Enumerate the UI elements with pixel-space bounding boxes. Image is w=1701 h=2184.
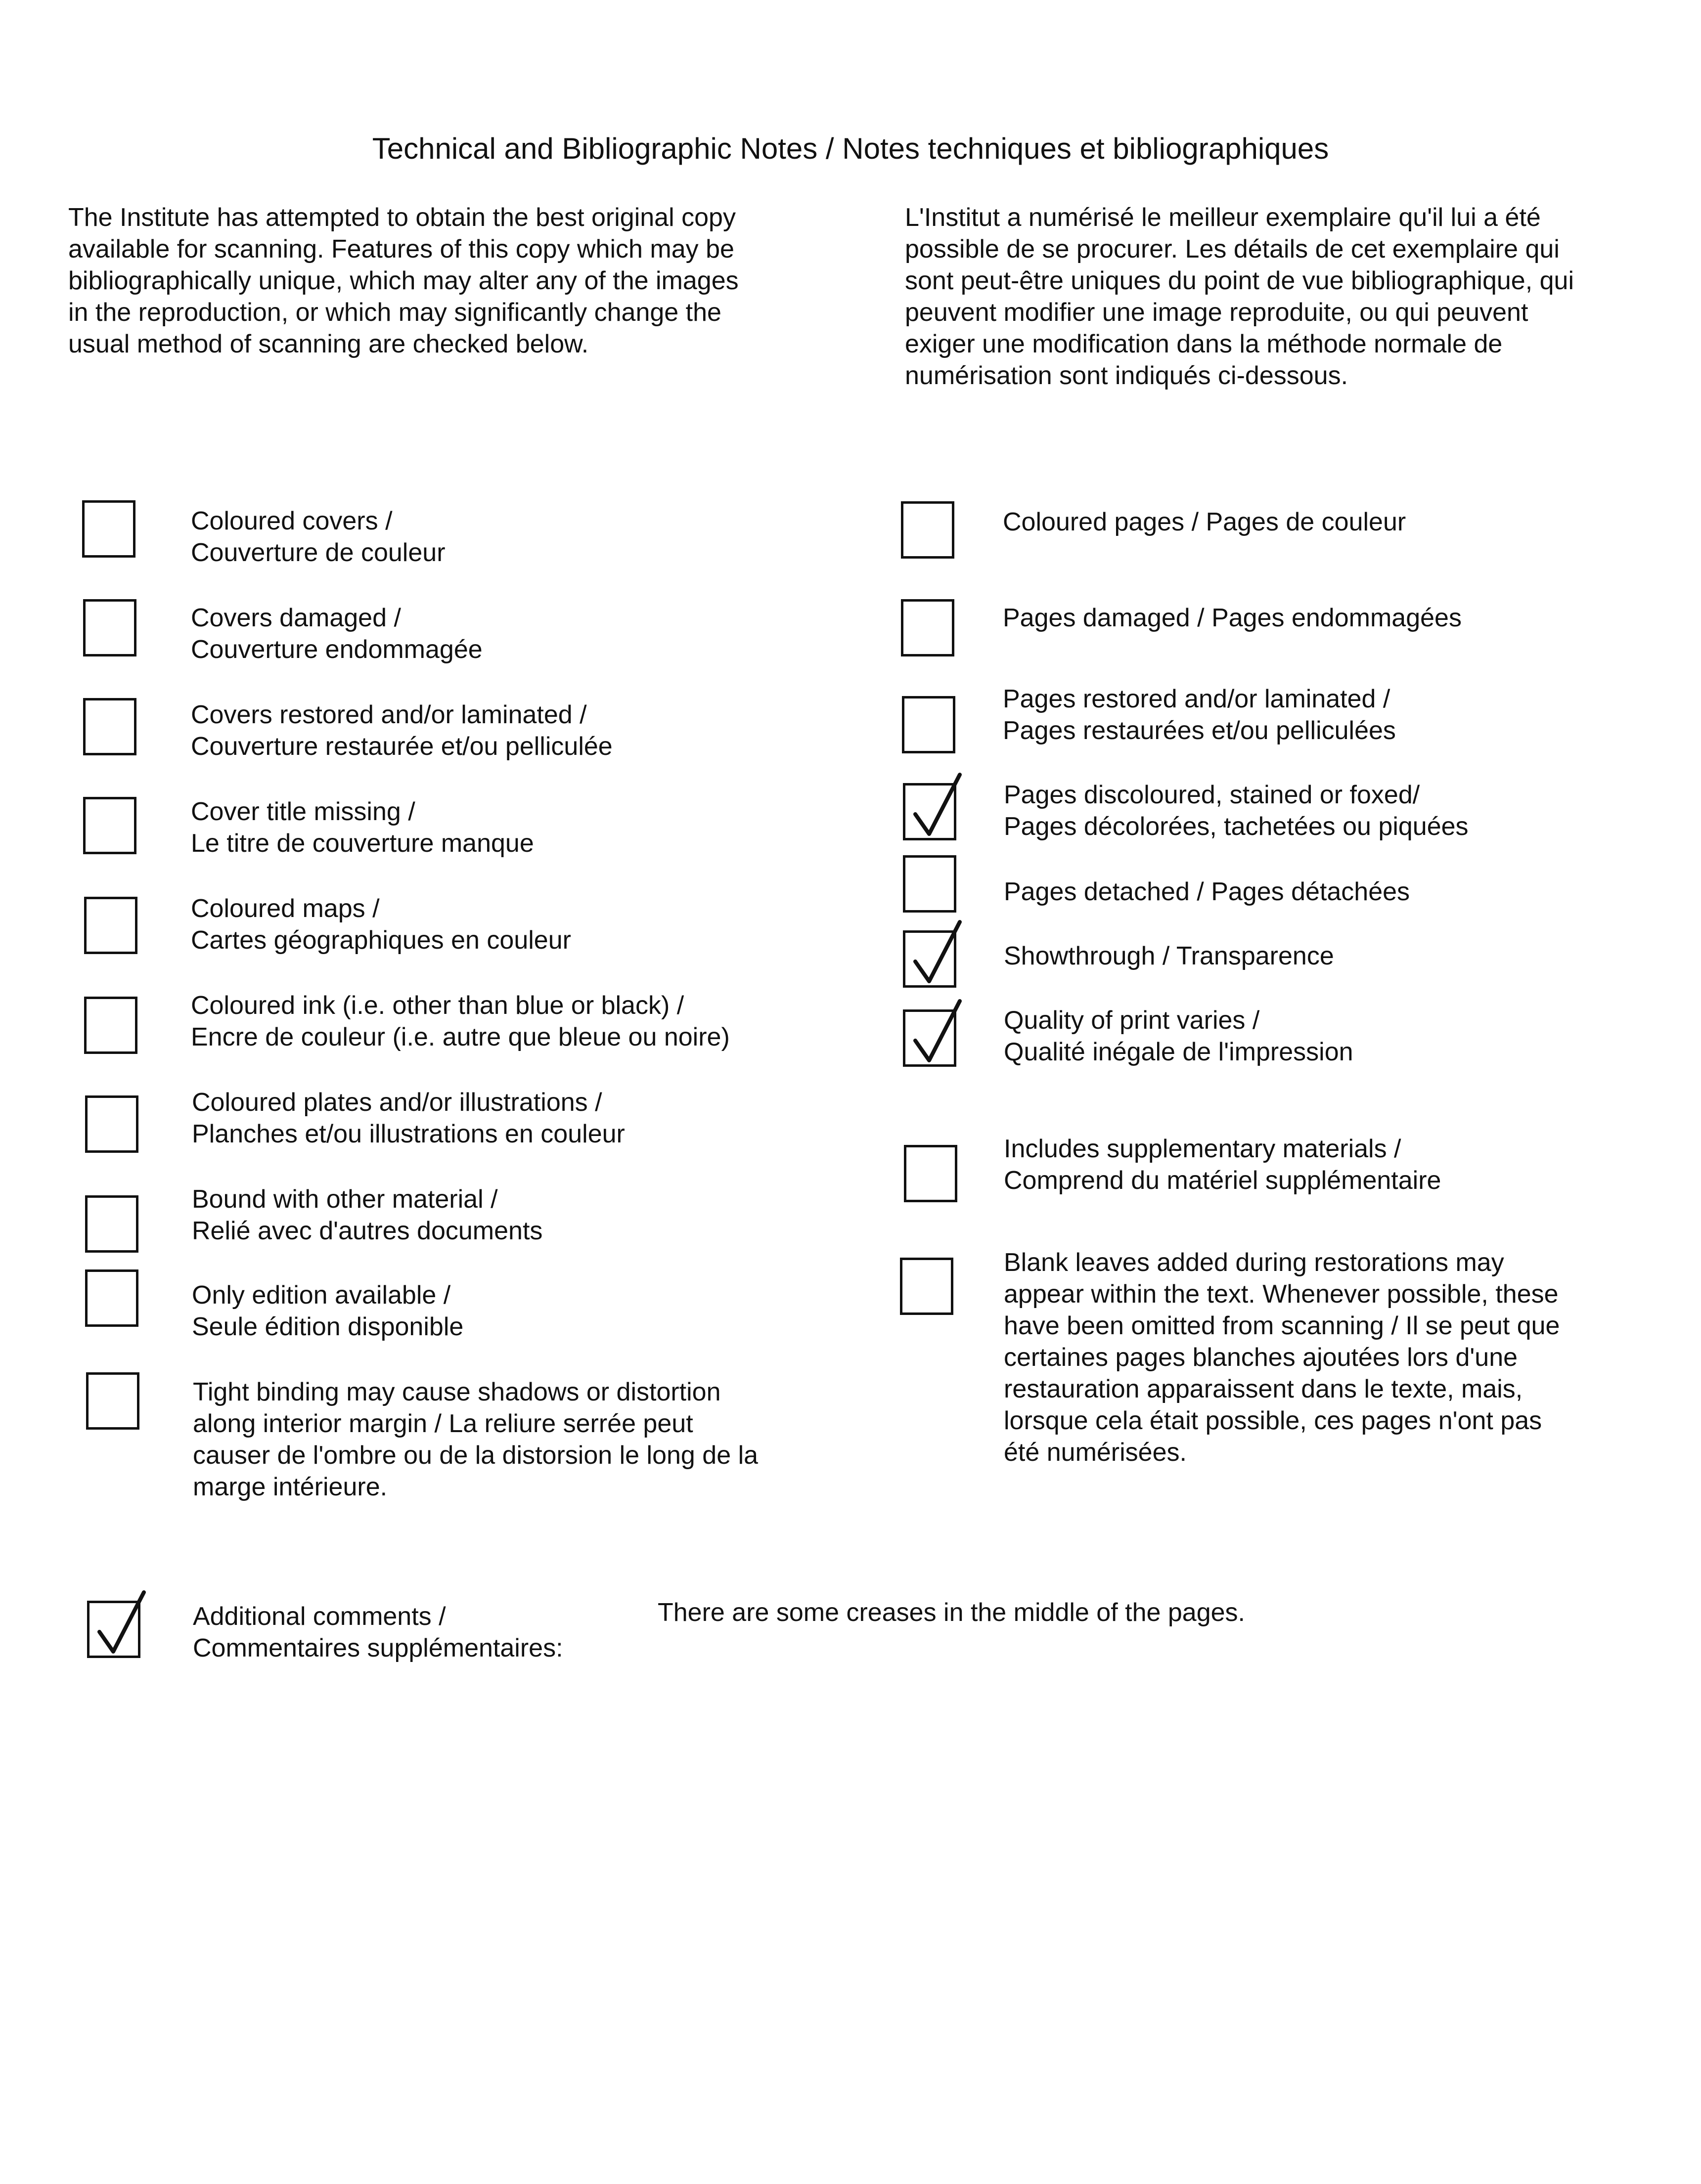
checkmark-icon [898,771,968,845]
label-line: Covers restored and/or laminated / [191,700,587,729]
checkbox-covers-restored[interactable] [83,698,136,755]
label-line: Coloured plates and/or illustrations / [192,1088,602,1117]
label-pages-detached [1004,876,1410,908]
intro-english-line: available for scanning. Features of this copy which may be [68,235,734,263]
checkbox-pages-restored[interactable] [902,696,955,753]
label-supplementary-materials [1004,1133,1441,1196]
intro-english-line: in the reproduction, or which may significantly change the [68,298,721,327]
intro-french [905,202,1574,392]
label-line: Pages décolorées, tachetées ou piquées [1004,812,1469,841]
label-line: Cartes géographiques en couleur [191,926,571,955]
intro-french-line: possible de se procurer. Les détails de cet exemplaire qui [905,235,1560,263]
label-line: Coloured maps / [191,894,380,923]
label-covers-restored [191,699,613,762]
checkbox-coloured-plates[interactable] [85,1095,138,1153]
label-coloured-maps [191,893,571,956]
checkbox-coloured-ink[interactable] [84,997,137,1054]
label-line: Planches et/ou illustrations en couleur [192,1120,625,1148]
label-pages-damaged [1003,602,1462,634]
checkbox-pages-damaged[interactable] [901,599,954,656]
label-line: have been omitted from scanning / Il se peut que [1004,1311,1560,1340]
label-line: Couverture de couleur [191,538,446,567]
additional-comments-value: There are some creases in the middle of the pages. [658,1598,1245,1627]
label-line: Cover title missing / [191,797,415,826]
intro-french-line: L'Institut a numérisé le meilleur exemplaire qu'il lui a été [905,203,1541,232]
label-line: Coloured ink (i.e. other than blue or black) / [191,991,684,1020]
checkbox-covers-damaged[interactable] [83,599,136,656]
intro-french-line: numérisation sont indiqués ci-dessous. [905,361,1348,390]
checkbox-tight-binding[interactable] [86,1372,139,1430]
checkmark-icon [898,997,968,1071]
intro-english-line: The Institute has attempted to obtain the best original copy [68,203,736,232]
label-line: Coloured pages / Pages de couleur [1003,508,1406,536]
label-line: lorsque cela était possible, ces pages n'ont pas [1004,1406,1542,1435]
label-cover-title-missing [191,796,534,859]
label-line: Qualité inégale de l'impression [1004,1038,1353,1066]
label-coloured-pages [1003,506,1406,538]
label-only-edition [192,1279,463,1343]
label-line: Pages detached / Pages détachées [1004,877,1410,906]
label-line: Seule édition disponible [192,1312,464,1341]
label-line: Comprend du matériel supplémentaire [1004,1166,1441,1195]
label-coloured-ink [191,990,730,1053]
label-line: Pages discoloured, stained or foxed/ [1004,781,1420,809]
label-blank-leaves [1004,1247,1560,1468]
label-line: Coloured covers / [191,507,393,535]
intro-english-line: usual method of scanning are checked below. [68,330,589,358]
label-line: certaines pages blanches ajoutées lors d'une [1004,1343,1518,1372]
label-line: Quality of print varies / [1004,1006,1260,1035]
label-line: Relié avec d'autres documents [192,1217,543,1245]
label-line: Couverture restaurée et/ou pelliculée [191,732,613,761]
label-line: Blank leaves added during restorations may [1004,1248,1504,1277]
label-covers-damaged [191,602,483,665]
checkbox-pages-discoloured[interactable] [903,783,956,840]
label-line: Bound with other material / [192,1185,498,1214]
label-line: Le titre de couverture manque [191,829,534,858]
label-tight-binding [193,1376,758,1503]
label-line: along interior margin / La reliure serrée peut [193,1409,693,1438]
label-additional-comments [193,1601,563,1664]
label-line: été numérisées. [1004,1438,1187,1467]
checkbox-cover-title-missing[interactable] [83,797,136,854]
label-coloured-covers [191,505,446,568]
checkbox-coloured-pages[interactable] [901,501,954,559]
label-line: Pages damaged / Pages endommagées [1003,604,1462,632]
checkbox-blank-leaves[interactable] [900,1258,953,1315]
label-line: Couverture endommagée [191,635,483,664]
label-line: Showthrough / Transparence [1004,942,1334,970]
intro-english-line: bibliographically unique, which may alter any of the images [68,266,739,295]
checkbox-showthrough[interactable] [903,930,956,988]
label-line: marge intérieure. [193,1473,388,1501]
checkbox-only-edition[interactable] [85,1269,138,1327]
checkbox-coloured-covers[interactable] [82,500,135,558]
label-line: Additional comments / [193,1602,446,1631]
label-line: Tight binding may cause shadows or distortion [193,1378,721,1406]
label-line: Commentaires supplémentaires: [193,1634,563,1662]
checkbox-bound-with-other[interactable] [85,1195,138,1253]
label-showthrough [1004,940,1334,972]
checkbox-quality-of-print[interactable] [903,1009,956,1067]
label-quality-of-print [1004,1005,1353,1068]
label-line: Encre de couleur (i.e. autre que bleue ou noire) [191,1023,730,1051]
label-line: Only edition available / [192,1281,451,1310]
page-title: Technical and Bibliographic Notes / Notes techniques et bibliographiques [372,132,1329,165]
intro-french-line: exiger une modification dans la méthode normale de [905,330,1503,358]
checkmark-icon [83,1588,152,1662]
label-pages-discoloured [1004,779,1469,842]
checkbox-supplementary-materials[interactable] [904,1145,957,1202]
label-line: Includes supplementary materials / [1004,1135,1401,1163]
label-line: Pages restored and/or laminated / [1003,685,1390,713]
checkbox-additional-comments[interactable] [87,1601,140,1658]
checkbox-pages-detached[interactable] [903,855,956,913]
checkmark-icon [898,918,968,992]
label-coloured-plates [192,1087,625,1150]
checkbox-coloured-maps[interactable] [84,897,137,954]
label-pages-restored [1003,683,1396,746]
intro-french-line: peuvent modifier une image reproduite, ou qui peuvent [905,298,1528,327]
label-line: appear within the text. Whenever possible, these [1004,1280,1559,1309]
label-line: Pages restaurées et/ou pelliculées [1003,716,1396,745]
label-line: Covers damaged / [191,604,401,632]
intro-french-line: sont peut-être uniques du point de vue bibliographique, qui [905,266,1574,295]
intro-english [68,202,739,360]
label-line: causer de l'ombre ou de la distorsion le long de la [193,1441,759,1470]
label-line: restauration apparaissent dans le texte, mais, [1004,1375,1523,1403]
label-bound-with-other [192,1183,542,1247]
